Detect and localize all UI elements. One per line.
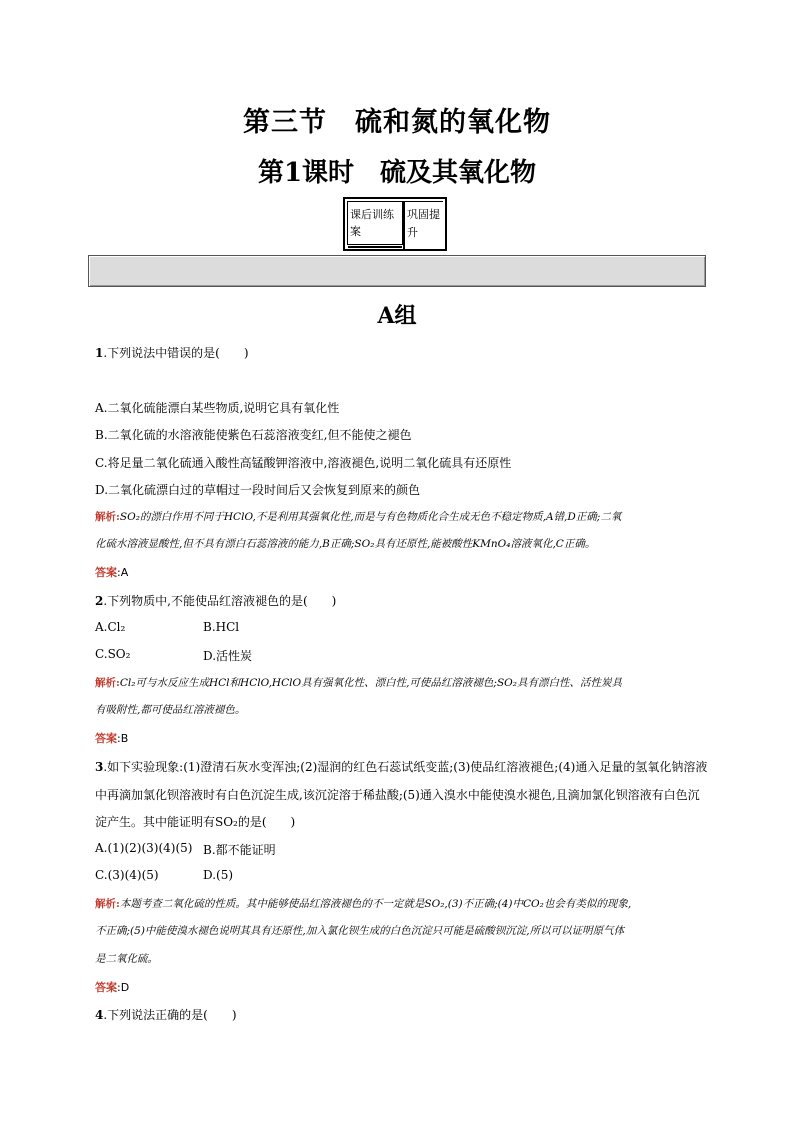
question-1-answer bbox=[95, 564, 128, 580]
question-3-option-a: A.(1)(2)(3)(4)(5) bbox=[95, 841, 193, 855]
lesson-subtitle: 第1课时 硫及其氧化物 bbox=[257, 158, 537, 188]
gray-banner bbox=[88, 255, 706, 287]
answer-label: 答案 bbox=[95, 566, 117, 579]
analysis-label: 解析: bbox=[95, 511, 120, 523]
question-3-stem bbox=[95, 758, 707, 775]
analysis-label: 解析: bbox=[95, 677, 120, 689]
section-title: 第三节 硫和氮的氧化物 bbox=[243, 107, 551, 138]
answer-value: :A bbox=[117, 566, 129, 579]
group-heading: A组 bbox=[377, 303, 417, 329]
question-1-option-c: C.将足量二氧化硫通入酸性高锰酸钾溶液中,溶液褪色,说明二氧化硫具有还原性 bbox=[95, 456, 512, 470]
question-3-number: 3 bbox=[95, 760, 104, 774]
badge-left-label: 课后训练案 bbox=[347, 201, 403, 245]
question-2-option-b: B.HCl bbox=[203, 620, 240, 634]
analysis-text: Cl₂可与水反应生成HCl和HClO,HClO具有强氧化性、漂白性,可使品红溶液褪色;SO₂具有漂白性、活性炭具 bbox=[119, 677, 622, 689]
answer-label: 答案 bbox=[95, 981, 117, 994]
question-1-text: .下列说法中错误的是( ) bbox=[103, 346, 249, 360]
question-3-analysis-cont-2: 是二氧化硫。 bbox=[95, 953, 158, 965]
question-2-option-a: A.Cl₂ bbox=[95, 620, 126, 634]
question-1-analysis-cont: 化硫水溶液显酸性,但不具有漂白石蕊溶液的能力,B正确;SO₂具有还原性,能被酸性KMnO₄溶液氧化,C正确。 bbox=[95, 538, 596, 550]
question-3-options-row-2 bbox=[95, 868, 395, 882]
question-1-stem bbox=[95, 344, 249, 361]
question-3-stem-cont-1: 中再滴加氯化钡溶液时有白色沉淀生成,该沉淀溶于稀盐酸;(5)通入溴水中能使溴水褪色,且滴加氯化钡溶液有白色沉 bbox=[95, 788, 700, 802]
question-3-option-d: D.(5) bbox=[203, 868, 234, 882]
question-3-options-row-1 bbox=[95, 841, 395, 855]
question-2-number: 2 bbox=[95, 594, 104, 608]
question-1-analysis bbox=[95, 509, 621, 524]
answer-value: :B bbox=[117, 732, 129, 745]
analysis-label: 解析: bbox=[95, 898, 120, 910]
question-2-option-c: C.SO₂ bbox=[95, 647, 131, 661]
question-4-number: 4 bbox=[95, 1008, 104, 1022]
analysis-text: SO₂的漂白作用不同于HClO,不是利用其强氧化性,而是与有色物质化合生成无色不稳定物质,A错,D正确;二氧 bbox=[119, 511, 622, 523]
question-3-text: .如下实验现象:(1)澄清石灰水变浑浊;(2)湿润的红色石蕊试纸变蓝;(3)使品红溶液褪色;(4)通入足量的氢氧化钠溶液 bbox=[103, 760, 708, 774]
question-2-answer bbox=[95, 730, 128, 746]
question-1-option-d: D.二氧化硫漂白过的草帽过一段时间后又会恢复到原来的颜色 bbox=[95, 483, 421, 497]
question-4-text: .下列说法正确的是( ) bbox=[103, 1008, 237, 1022]
question-3-analysis-cont-1: 不正确;(5)中能使溴水褪色说明其具有还原性,加入氯化钡生成的白色沉淀只可能是硫酸钡沉淀,所以可以证明原气体 bbox=[95, 925, 625, 937]
question-4-stem bbox=[95, 1006, 237, 1023]
question-2-text: .下列物质中,不能使品红溶液褪色的是( ) bbox=[103, 594, 337, 608]
question-3-analysis bbox=[95, 896, 631, 911]
analysis-text: 本题考查二氧化硫的性质。其中能够使品红溶液褪色的不一定就是SO₂,(3)不正确;(4)中CO₂也会有类似的现象, bbox=[119, 898, 632, 910]
question-1-number: 1 bbox=[95, 346, 104, 360]
answer-value: :D bbox=[117, 981, 130, 994]
question-1-option-a: A.二氧化硫能漂白某些物质,说明它具有氧化性 bbox=[95, 401, 340, 415]
practice-badge bbox=[343, 197, 447, 251]
question-1-option-b: B.二氧化硫的水溶液能使紫色石蕊溶液变红,但不能使之褪色 bbox=[95, 428, 412, 442]
question-2-analysis-cont: 有吸附性,都可使品红溶液褪色。 bbox=[95, 704, 246, 716]
question-2-analysis bbox=[95, 675, 622, 690]
question-2-stem bbox=[95, 592, 336, 609]
answer-label: 答案 bbox=[95, 732, 117, 745]
question-3-answer bbox=[95, 979, 129, 995]
badge-right-label: 巩固提升 bbox=[403, 201, 443, 249]
question-3-stem-cont-2: 淀产生。其中能证明有SO₂的是( ) bbox=[95, 815, 296, 829]
question-2-option-d: D.活性炭 bbox=[203, 649, 253, 663]
question-2-options-row-1 bbox=[95, 620, 395, 634]
question-3-option-c: C.(3)(4)(5) bbox=[95, 868, 159, 882]
question-2-options-row-2 bbox=[95, 647, 395, 661]
question-3-option-b: B.都不能证明 bbox=[203, 843, 276, 857]
